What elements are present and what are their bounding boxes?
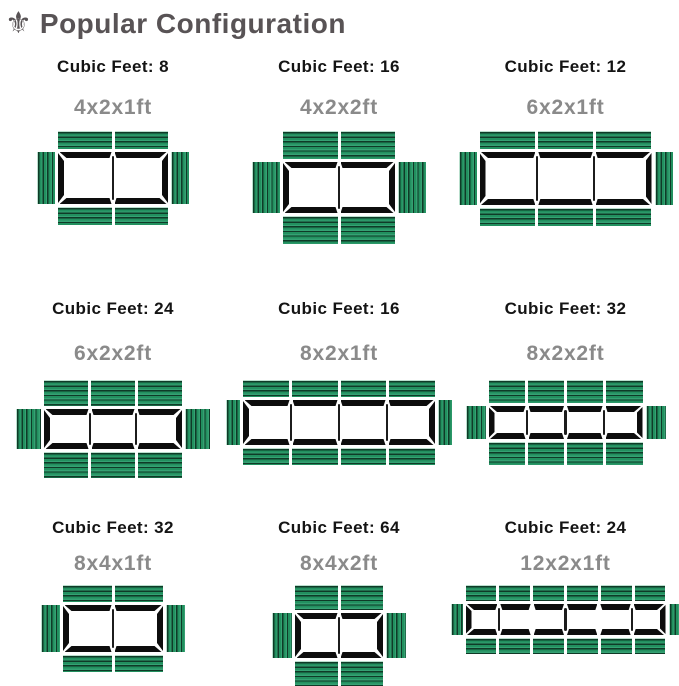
frame-bar-right — [660, 605, 666, 634]
fleur-de-lis-icon: ⚜ — [5, 9, 32, 39]
dimension-label: 4x2x1ft — [74, 96, 152, 120]
frame-bar-bottom — [634, 629, 664, 635]
bottom-board-row — [489, 442, 643, 465]
frame-bar-bottom — [606, 433, 642, 439]
top-board-row — [58, 131, 168, 149]
frame-bar-bottom — [65, 646, 112, 652]
frame-bar-bottom — [529, 433, 565, 439]
dimension-label: 8x4x1ft — [74, 552, 152, 576]
frame-bar-right — [176, 410, 182, 448]
diagram-center-column — [63, 585, 163, 672]
board-panel — [466, 585, 497, 601]
bed-diagram — [226, 380, 452, 465]
diagram-center-column — [480, 131, 652, 226]
side-board-panel-right — [438, 400, 452, 445]
bed-diagram — [16, 380, 210, 478]
frame-bar-bottom — [46, 443, 89, 449]
board-panel — [601, 585, 632, 601]
frame-bar-left — [466, 605, 472, 634]
configuration-grid — [0, 44, 679, 685]
frame-bar-top — [467, 604, 497, 610]
frame-bar-right — [157, 606, 163, 651]
side-board-panel-right — [669, 604, 679, 635]
board-panel — [295, 661, 338, 686]
frame-bar-right — [162, 153, 168, 203]
cubic-feet-label: Cubic Feet: 8 — [57, 57, 169, 77]
cubic-feet-label: Cubic Feet: 32 — [505, 299, 627, 319]
frame-bar-top — [567, 406, 603, 412]
bottom-board-row — [243, 448, 435, 465]
frame-bar-top — [138, 409, 181, 415]
side-board-panel-right — [386, 613, 406, 658]
board-panel — [567, 442, 603, 465]
frame-bar-right — [429, 401, 435, 444]
board-panel — [480, 131, 535, 149]
dimension-label: 4x2x2ft — [300, 96, 378, 120]
frame-bar-top — [115, 152, 167, 158]
bottom-board-row — [283, 216, 395, 244]
cell-divider — [526, 410, 529, 435]
board-panel — [567, 638, 598, 654]
frame-bar-top — [500, 604, 530, 610]
cubic-feet-label: Cubic Feet: 12 — [505, 57, 627, 77]
cell-divider — [564, 410, 567, 435]
config-cell — [226, 511, 452, 685]
cell-divider — [112, 609, 115, 648]
top-board-row — [480, 131, 652, 149]
board-panel — [606, 442, 642, 465]
board-panel — [138, 380, 182, 406]
side-board-panel-left — [252, 162, 280, 213]
board-panel — [606, 380, 642, 403]
top-board-row — [466, 585, 666, 601]
board-panel — [466, 638, 497, 654]
side-board-panel-left — [451, 604, 463, 635]
board-panel — [389, 380, 435, 397]
bed-diagram — [451, 585, 679, 654]
board-panel — [533, 638, 564, 654]
board-panel — [341, 380, 387, 397]
page-header — [0, 0, 679, 44]
bed-frame — [58, 152, 168, 204]
board-panel — [91, 380, 135, 406]
board-panel — [389, 448, 435, 465]
board-panel — [533, 585, 564, 601]
cubic-feet-label: Cubic Feet: 32 — [52, 518, 174, 538]
config-cell — [226, 291, 452, 511]
frame-bar-bottom — [297, 652, 338, 658]
frame-bar-bottom — [500, 629, 530, 635]
cubic-feet-label: Cubic Feet: 16 — [278, 299, 400, 319]
side-board-panel-right — [166, 605, 185, 652]
frame-bar-bottom — [567, 629, 597, 635]
frame-bar-top — [115, 605, 162, 611]
board-panel — [635, 638, 666, 654]
top-board-row — [295, 585, 383, 610]
frame-bar-top — [293, 400, 338, 406]
frame-bar-bottom — [596, 199, 650, 205]
frame-bar-bottom — [293, 439, 338, 445]
frame-bar-top — [490, 406, 526, 412]
bottom-board-row — [466, 638, 666, 654]
board-panel — [596, 131, 651, 149]
board-panel — [243, 448, 289, 465]
board-panel — [91, 452, 135, 478]
frame-bar-bottom — [115, 646, 162, 652]
config-cell — [226, 44, 452, 291]
diagram-center-column — [44, 380, 182, 478]
cubic-feet-label: Cubic Feet: 64 — [278, 518, 400, 538]
top-board-row — [63, 585, 163, 602]
bottom-board-row — [44, 452, 182, 478]
dimension-label: 6x2x2ft — [74, 342, 152, 366]
diagram-center-column — [295, 585, 383, 686]
frame-bar-bottom — [538, 199, 592, 205]
frame-bar-top — [606, 406, 642, 412]
board-panel — [538, 208, 593, 226]
cell-divider — [89, 413, 92, 445]
frame-bar-top — [341, 162, 394, 168]
side-board-panel-left — [226, 400, 240, 445]
cell-divider — [135, 413, 138, 445]
bed-diagram — [459, 131, 673, 226]
bottom-board-row — [58, 207, 168, 225]
frame-bar-right — [389, 163, 395, 212]
board-panel — [596, 208, 651, 226]
frame-bar-top — [529, 406, 565, 412]
frame-bar-bottom — [490, 433, 526, 439]
side-board-panel-right — [185, 409, 210, 449]
board-panel — [295, 585, 338, 610]
frame-bar-left — [63, 606, 69, 651]
frame-bar-top — [92, 409, 135, 415]
board-panel — [115, 655, 164, 672]
board-panel — [601, 638, 632, 654]
frame-bar-top — [341, 400, 386, 406]
frame-bar-top — [389, 400, 434, 406]
diagram-center-column — [466, 585, 666, 654]
top-board-row — [283, 131, 395, 159]
board-panel — [489, 442, 525, 465]
bed-diagram — [252, 131, 426, 244]
board-panel — [243, 380, 289, 397]
page-title: Popular Configuration — [40, 8, 346, 40]
dimension-label: 8x4x2ft — [300, 552, 378, 576]
board-panel — [341, 216, 396, 244]
cubic-feet-label: Cubic Feet: 16 — [278, 57, 400, 77]
cell-divider — [338, 404, 341, 441]
side-board-panel-right — [646, 406, 666, 439]
bed-diagram — [272, 585, 406, 686]
board-panel — [115, 131, 169, 149]
frame-bar-top — [538, 152, 592, 158]
diagram-center-column — [283, 131, 395, 244]
cell-divider — [564, 608, 567, 631]
config-cell — [0, 511, 226, 685]
board-panel — [283, 216, 338, 244]
board-panel — [292, 448, 338, 465]
board-panel — [480, 208, 535, 226]
frame-bar-left — [480, 153, 486, 204]
board-panel — [538, 131, 593, 149]
config-cell — [0, 44, 226, 291]
frame-bar-bottom — [600, 629, 630, 635]
frame-bar-right — [377, 614, 383, 657]
frame-bar-top — [285, 162, 338, 168]
frame-bar-top — [634, 604, 664, 610]
frame-bar-bottom — [481, 199, 535, 205]
diagram-center-column — [243, 380, 435, 465]
cell-divider — [603, 410, 606, 435]
frame-bar-top — [481, 152, 535, 158]
side-board-panel-left — [459, 152, 477, 205]
frame-bar-bottom — [567, 433, 603, 439]
bed-frame — [283, 162, 395, 213]
board-panel — [63, 655, 112, 672]
cell-divider — [112, 156, 115, 200]
board-panel — [341, 585, 384, 610]
board-panel — [44, 452, 88, 478]
board-panel — [567, 380, 603, 403]
board-panel — [292, 380, 338, 397]
bed-frame — [466, 604, 666, 635]
frame-bar-bottom — [389, 439, 434, 445]
frame-bar-left — [44, 410, 50, 448]
frame-bar-left — [283, 163, 289, 212]
side-board-panel-right — [398, 162, 426, 213]
board-panel — [58, 207, 112, 225]
board-panel — [635, 585, 666, 601]
bed-diagram — [37, 131, 189, 225]
bed-frame — [489, 406, 643, 439]
frame-bar-left — [295, 614, 301, 657]
board-panel — [489, 380, 525, 403]
board-panel — [283, 131, 338, 159]
config-cell — [452, 511, 679, 685]
bed-frame — [243, 400, 435, 445]
frame-bar-bottom — [341, 652, 382, 658]
side-board-panel-left — [272, 613, 292, 658]
frame-bar-bottom — [467, 629, 497, 635]
frame-bar-top — [46, 409, 89, 415]
frame-bar-left — [58, 153, 64, 203]
board-panel — [63, 585, 112, 602]
frame-bar-top — [60, 152, 112, 158]
frame-bar-left — [243, 401, 249, 444]
side-board-panel-left — [41, 605, 60, 652]
board-panel — [341, 131, 396, 159]
frame-bar-top — [341, 613, 382, 619]
bed-diagram — [466, 380, 666, 465]
board-panel — [115, 207, 169, 225]
side-board-panel-left — [466, 406, 486, 439]
bed-frame — [295, 613, 383, 658]
frame-bar-bottom — [60, 198, 112, 204]
top-board-row — [489, 380, 643, 403]
dimension-label: 8x2x1ft — [300, 342, 378, 366]
config-cell — [452, 291, 679, 511]
board-panel — [499, 638, 530, 654]
board-panel — [528, 442, 564, 465]
board-panel — [44, 380, 88, 406]
frame-bar-bottom — [341, 207, 394, 213]
board-panel — [528, 380, 564, 403]
frame-bar-bottom — [285, 207, 338, 213]
side-board-panel-right — [171, 152, 189, 204]
board-panel — [499, 585, 530, 601]
cell-divider — [338, 166, 341, 209]
cell-divider — [631, 608, 634, 631]
frame-bar-top — [567, 604, 597, 610]
board-panel — [341, 448, 387, 465]
config-cell — [452, 44, 679, 291]
frame-bar-top — [65, 605, 112, 611]
config-cell — [0, 291, 226, 511]
bed-frame — [44, 409, 182, 449]
board-panel — [567, 585, 598, 601]
cell-divider — [593, 156, 596, 201]
frame-bar-top — [245, 400, 290, 406]
frame-bar-top — [600, 604, 630, 610]
side-board-panel-left — [37, 152, 55, 204]
diagram-center-column — [58, 131, 168, 225]
board-panel — [115, 585, 164, 602]
board-panel — [138, 452, 182, 478]
side-board-panel-left — [16, 409, 41, 449]
top-board-row — [243, 380, 435, 397]
frame-bar-bottom — [534, 629, 564, 635]
frame-bar-top — [596, 152, 650, 158]
cell-divider — [290, 404, 293, 441]
cubic-feet-label: Cubic Feet: 24 — [52, 299, 174, 319]
board-panel — [58, 131, 112, 149]
bed-frame — [480, 152, 652, 205]
side-board-panel-right — [655, 152, 673, 205]
frame-bar-right — [637, 407, 643, 438]
frame-bar-bottom — [341, 439, 386, 445]
frame-bar-bottom — [115, 198, 167, 204]
cubic-feet-label: Cubic Feet: 24 — [505, 518, 627, 538]
frame-bar-top — [297, 613, 338, 619]
dimension-label: 12x2x1ft — [520, 552, 610, 576]
top-board-row — [44, 380, 182, 406]
bed-frame — [63, 605, 163, 652]
bottom-board-row — [480, 208, 652, 226]
frame-bar-top — [534, 604, 564, 610]
bottom-board-row — [63, 655, 163, 672]
frame-bar-bottom — [245, 439, 290, 445]
frame-bar-right — [646, 153, 652, 204]
cell-divider — [386, 404, 389, 441]
frame-bar-bottom — [138, 443, 181, 449]
diagram-center-column — [489, 380, 643, 465]
bottom-board-row — [295, 661, 383, 686]
cell-divider — [536, 156, 539, 201]
bed-diagram — [41, 585, 185, 672]
dimension-label: 8x2x2ft — [527, 342, 605, 366]
cell-divider — [498, 608, 501, 631]
frame-bar-bottom — [92, 443, 135, 449]
board-panel — [341, 661, 384, 686]
cell-divider — [338, 617, 341, 654]
frame-bar-left — [489, 407, 495, 438]
dimension-label: 6x2x1ft — [527, 96, 605, 120]
